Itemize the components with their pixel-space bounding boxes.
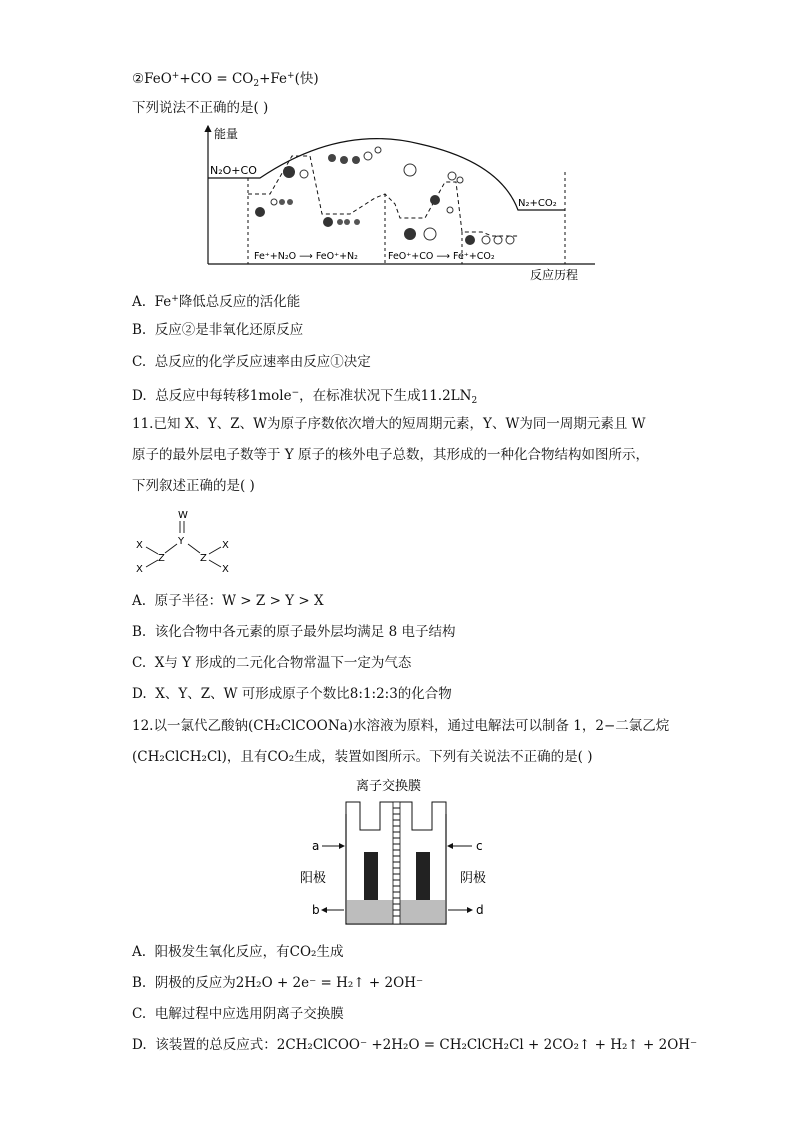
q10-prompt: 下列说法不正确的是( )	[132, 100, 269, 116]
outlet-b: b	[312, 903, 320, 917]
q11-stem-line2: 原子的最外层电子数等于 Y 原子的核外电子总数，其形成的一种化合物结构如图所示，	[132, 447, 649, 463]
cathode-electrode	[416, 852, 430, 900]
q10-option-c: C. 总反应的化学反应速率由反应①决定	[132, 354, 371, 370]
q11-option-d: D. X、Y、Z、W 可形成原子个数比8:1:2:3的化合物	[132, 686, 452, 702]
atom-y: Y	[178, 536, 185, 547]
atom-w: W	[178, 510, 188, 521]
electrolysis-cell-figure	[300, 774, 500, 934]
anode-label: 阳极	[300, 871, 327, 886]
step1-label: Fe⁺+N₂O ⟶ FeO⁺+N₂	[254, 251, 358, 262]
q12-option-a: A. 阳极发生氧化反应，有CO₂生成	[132, 944, 344, 960]
atom-z-left: Z	[158, 553, 165, 564]
q12-option-b: B. 阴极的反应为2H₂O + 2e⁻ = H₂↑ + 2OH⁻	[132, 975, 424, 991]
atom-x1: X	[136, 540, 143, 551]
x-axis-label: 反应历程	[530, 268, 579, 282]
q11-option-a: A. 原子半径：W > Z > Y > X	[132, 593, 324, 609]
start-label: N₂O+CO	[210, 164, 257, 177]
uncatalyzed-curve	[208, 139, 565, 210]
membrane-label: 离子交换膜	[356, 779, 422, 794]
inlet-c: c	[476, 839, 483, 853]
q10-option-d: D. 总反应中每转移1mole−，在标准状况下生成$11.2LN_2$	[132, 388, 478, 406]
atom-z-right: Z	[200, 553, 207, 564]
outlet-d: d	[476, 903, 484, 917]
anode-electrode	[364, 852, 378, 900]
q11-stem-line3: 下列叙述正确的是( )	[132, 478, 255, 494]
q10-option-a: A. Fe+降低总反应的活化能	[132, 294, 301, 310]
end-label: N₂+CO₂	[518, 198, 557, 209]
atom-x2: X	[136, 564, 143, 575]
q11-option-b: B. 该化合物中各元素的原子最外层均满足 8 电子结构	[132, 624, 456, 640]
step2-label: FeO⁺+CO ⟶ Fe⁺+CO₂	[388, 251, 495, 262]
q12-option-d: D. 该装置的总反应式：2CH₂ClCOO⁻ +2H₂O = CH₂ClCH₂Cl + 2CO₂↑ + H₂↑ + 2OH⁻	[132, 1037, 698, 1053]
atom-x4: X	[222, 564, 229, 575]
q11-stem-line1: 11.已知 X、Y、Z、W为原子序数依次增大的短周期元素，Y、W为同一周期元素且 W	[132, 416, 646, 432]
atom-x3: X	[222, 540, 229, 551]
cathode-label: 阴极	[460, 871, 487, 886]
inlet-a: a	[312, 839, 320, 853]
y-axis-label: 能量	[214, 127, 239, 141]
q12-stem-line2: (CH₂ClCH₂Cl)，且有CO₂生成，装置如图所示。下列有关说法不正确的是( )	[132, 749, 593, 765]
q12-option-c: C. 电解过程中应选用阴离子交换膜	[132, 1006, 344, 1022]
q12-stem-line1: 12.以一氯代乙酸钠(CH₂ClCOONa)水溶液为原料，通过电解法可以制备 1，2−二氯乙烷	[132, 718, 670, 734]
q10-option-b: B. 反应②是非氧化还原反应	[132, 322, 304, 338]
q11-option-c: C. X与 Y 形成的二元化合物常温下一定为气态	[132, 655, 412, 671]
q11-structure-figure	[132, 506, 242, 578]
q10-step2-equation: ②FeO++CO = $CO_2+Fe^+$(快)	[132, 71, 319, 89]
energy-profile-figure	[200, 122, 600, 282]
